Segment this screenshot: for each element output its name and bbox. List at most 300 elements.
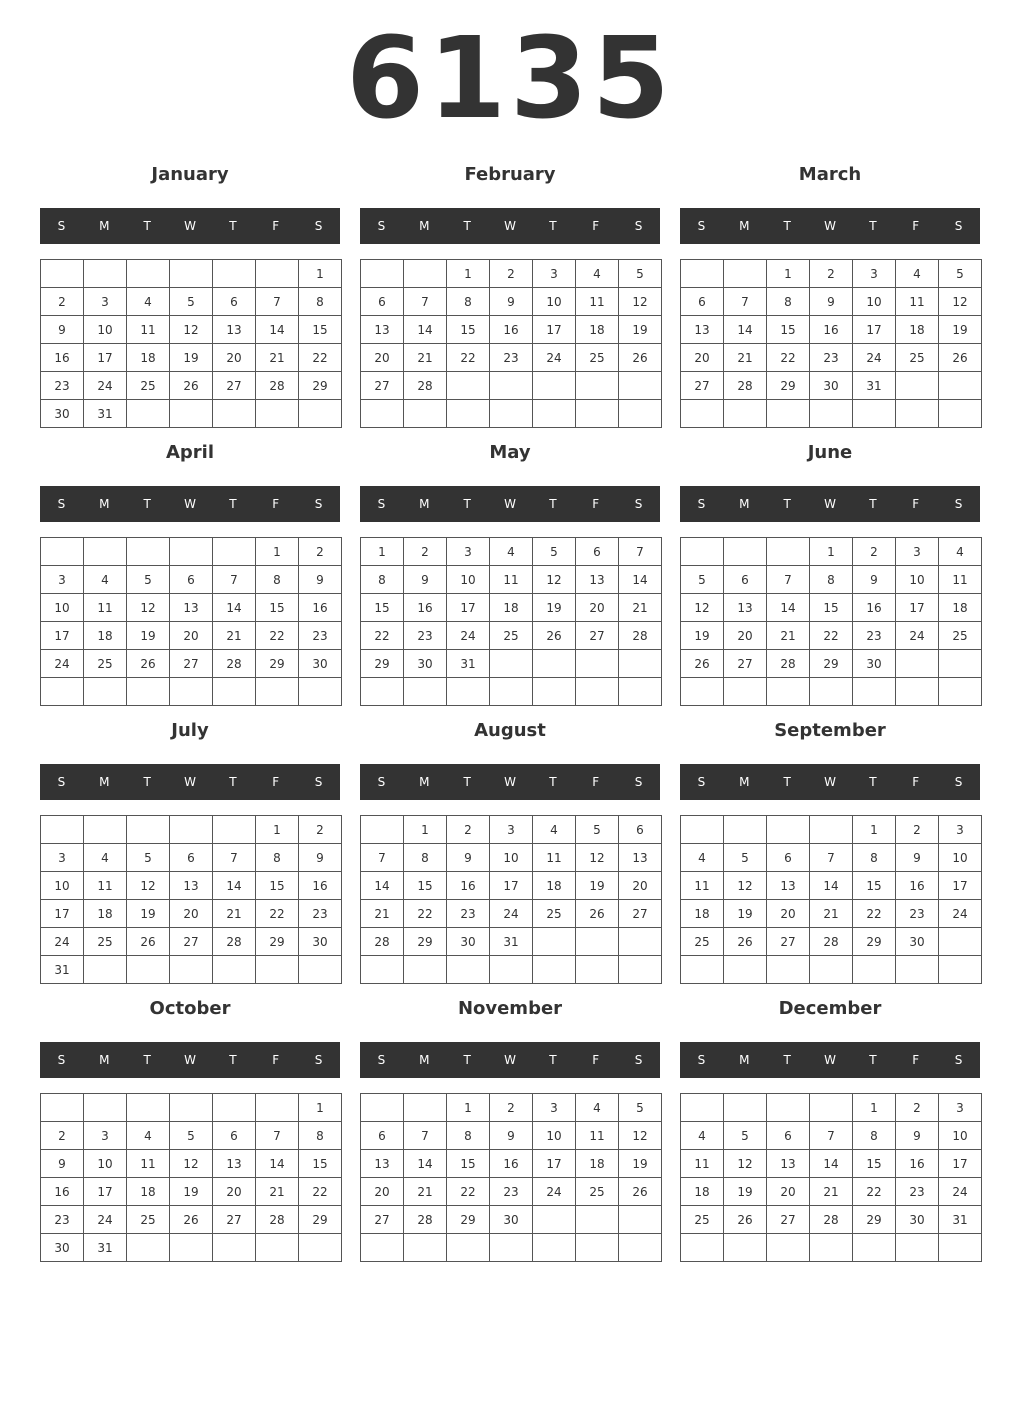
day-cell — [681, 1234, 724, 1262]
day-cell — [939, 956, 982, 984]
day-cell: 12 — [533, 566, 576, 594]
day-cell — [404, 1234, 447, 1262]
weekday-label: T — [229, 497, 237, 511]
day-cell: 7 — [619, 538, 662, 566]
day-cell — [170, 1234, 213, 1262]
day-cell: 10 — [533, 1122, 576, 1150]
day-cell — [299, 1234, 342, 1262]
week-row — [681, 400, 982, 428]
day-cell: 4 — [576, 1094, 619, 1122]
day-cell: 8 — [256, 844, 299, 872]
day-cell — [853, 956, 896, 984]
day-cell: 3 — [490, 816, 533, 844]
day-cell: 25 — [681, 928, 724, 956]
day-cell: 13 — [170, 594, 213, 622]
weekday-label: W — [824, 1053, 836, 1067]
weekday-header — [680, 1042, 980, 1078]
day-cell — [576, 372, 619, 400]
day-grid — [680, 815, 982, 984]
weekday-label: T — [229, 775, 237, 789]
weekday-label: T — [143, 775, 151, 789]
week-row — [681, 1206, 982, 1234]
day-cell: 28 — [213, 650, 256, 678]
day-cell: 16 — [896, 1150, 939, 1178]
day-cell — [404, 1094, 447, 1122]
week-row — [41, 844, 342, 872]
day-cell — [896, 1234, 939, 1262]
day-cell — [681, 1094, 724, 1122]
day-cell: 20 — [361, 344, 404, 372]
day-cell — [490, 678, 533, 706]
day-cell: 21 — [256, 344, 299, 372]
week-row — [681, 1122, 982, 1150]
day-cell — [170, 538, 213, 566]
day-cell: 3 — [939, 816, 982, 844]
weekday-label: W — [504, 497, 516, 511]
day-cell — [256, 1234, 299, 1262]
weekday-label: S — [634, 775, 643, 789]
month-name: September — [774, 720, 886, 741]
day-cell: 25 — [127, 1206, 170, 1234]
day-cell: 5 — [170, 1122, 213, 1150]
day-grid — [40, 815, 342, 984]
day-cell: 6 — [681, 288, 724, 316]
day-cell: 11 — [84, 594, 127, 622]
day-cell: 19 — [619, 1150, 662, 1178]
day-cell: 27 — [681, 372, 724, 400]
weekday-label: M — [99, 1053, 110, 1067]
month-name: December — [778, 998, 882, 1019]
weekday-label: T — [783, 497, 791, 511]
weekday-label: M — [99, 497, 110, 511]
day-cell — [810, 816, 853, 844]
day-cell: 20 — [213, 1178, 256, 1206]
day-cell: 19 — [127, 622, 170, 650]
weekday-label: T — [783, 219, 791, 233]
day-cell: 13 — [361, 1150, 404, 1178]
day-cell: 17 — [84, 344, 127, 372]
day-cell — [576, 650, 619, 678]
day-cell: 21 — [810, 900, 853, 928]
weekday-label: T — [549, 1053, 557, 1067]
day-cell — [810, 1094, 853, 1122]
week-row — [681, 1178, 982, 1206]
day-cell — [361, 1094, 404, 1122]
day-cell: 21 — [361, 900, 404, 928]
day-cell: 22 — [853, 900, 896, 928]
day-cell: 26 — [681, 650, 724, 678]
day-cell: 2 — [810, 260, 853, 288]
day-cell: 23 — [490, 1178, 533, 1206]
weekday-label: T — [549, 497, 557, 511]
weekday-label: W — [184, 1053, 196, 1067]
day-cell — [619, 678, 662, 706]
day-cell: 6 — [170, 566, 213, 594]
day-cell: 2 — [299, 538, 342, 566]
day-cell — [619, 956, 662, 984]
day-cell: 6 — [576, 538, 619, 566]
month-name: March — [798, 164, 862, 185]
week-row — [41, 872, 342, 900]
weekday-label: T — [143, 219, 151, 233]
day-cell: 10 — [41, 594, 84, 622]
week-row — [681, 1234, 982, 1262]
day-cell: 27 — [170, 650, 213, 678]
week-row — [681, 1150, 982, 1178]
day-cell: 16 — [490, 1150, 533, 1178]
weekday-header — [360, 764, 660, 800]
month-name: May — [489, 442, 531, 463]
weekday-label: M — [419, 775, 430, 789]
weekday-label: F — [272, 219, 280, 233]
day-cell: 2 — [41, 288, 84, 316]
day-cell: 28 — [256, 372, 299, 400]
day-cell: 20 — [361, 1178, 404, 1206]
day-cell — [767, 400, 810, 428]
day-cell: 6 — [619, 816, 662, 844]
day-cell: 18 — [939, 594, 982, 622]
day-cell: 30 — [896, 928, 939, 956]
day-cell: 18 — [576, 1150, 619, 1178]
weekday-label: S — [697, 1053, 706, 1067]
day-cell — [447, 956, 490, 984]
day-cell: 23 — [447, 900, 490, 928]
day-cell: 25 — [533, 900, 576, 928]
day-cell — [896, 650, 939, 678]
weekday-label: S — [954, 219, 963, 233]
day-cell: 12 — [576, 844, 619, 872]
day-cell: 4 — [939, 538, 982, 566]
day-cell: 18 — [681, 900, 724, 928]
day-cell: 3 — [41, 844, 84, 872]
day-cell: 9 — [41, 316, 84, 344]
week-row — [361, 566, 662, 594]
week-row — [361, 900, 662, 928]
day-cell: 20 — [767, 1178, 810, 1206]
day-cell — [533, 678, 576, 706]
day-cell: 24 — [490, 900, 533, 928]
weekday-label: W — [504, 775, 516, 789]
week-row — [361, 538, 662, 566]
day-cell: 16 — [299, 594, 342, 622]
day-cell: 10 — [853, 288, 896, 316]
day-cell: 13 — [619, 844, 662, 872]
day-cell: 16 — [447, 872, 490, 900]
day-cell: 20 — [170, 622, 213, 650]
weekday-label: S — [377, 1053, 386, 1067]
day-cell — [681, 260, 724, 288]
day-cell: 27 — [361, 1206, 404, 1234]
weekday-label: F — [912, 219, 920, 233]
day-cell: 16 — [404, 594, 447, 622]
month-name: October — [149, 998, 231, 1019]
week-row — [681, 566, 982, 594]
weekday-label: T — [463, 219, 471, 233]
day-cell — [127, 1234, 170, 1262]
week-row — [681, 622, 982, 650]
day-cell: 11 — [576, 1122, 619, 1150]
day-cell: 21 — [810, 1178, 853, 1206]
week-row — [361, 622, 662, 650]
day-cell: 15 — [256, 872, 299, 900]
day-cell — [681, 400, 724, 428]
day-cell: 11 — [533, 844, 576, 872]
day-cell — [127, 956, 170, 984]
day-cell: 25 — [84, 928, 127, 956]
day-cell — [447, 372, 490, 400]
week-row — [41, 316, 342, 344]
day-cell: 19 — [533, 594, 576, 622]
day-cell: 22 — [767, 344, 810, 372]
day-cell — [576, 1234, 619, 1262]
day-cell: 9 — [810, 288, 853, 316]
day-cell — [490, 372, 533, 400]
day-cell — [84, 816, 127, 844]
day-cell: 23 — [490, 344, 533, 372]
day-cell: 13 — [681, 316, 724, 344]
day-cell: 30 — [853, 650, 896, 678]
day-cell — [490, 650, 533, 678]
day-cell — [213, 956, 256, 984]
day-cell — [681, 816, 724, 844]
day-cell — [724, 538, 767, 566]
day-cell — [256, 678, 299, 706]
day-cell: 22 — [853, 1178, 896, 1206]
day-cell: 15 — [299, 316, 342, 344]
day-cell: 5 — [619, 1094, 662, 1122]
day-cell: 9 — [853, 566, 896, 594]
day-cell: 5 — [939, 260, 982, 288]
day-cell — [127, 678, 170, 706]
weekday-header — [40, 208, 340, 244]
day-cell: 21 — [213, 622, 256, 650]
day-cell: 31 — [939, 1206, 982, 1234]
day-grid — [360, 537, 662, 706]
day-cell — [576, 1206, 619, 1234]
day-cell: 7 — [810, 1122, 853, 1150]
day-cell: 10 — [939, 844, 982, 872]
day-cell: 17 — [896, 594, 939, 622]
day-cell — [810, 956, 853, 984]
weekday-label: T — [869, 775, 877, 789]
week-row — [681, 288, 982, 316]
weekday-label: S — [57, 219, 66, 233]
day-cell: 27 — [213, 1206, 256, 1234]
weekday-label: S — [57, 1053, 66, 1067]
day-cell: 8 — [361, 566, 404, 594]
day-cell: 15 — [853, 1150, 896, 1178]
day-cell: 13 — [767, 1150, 810, 1178]
day-cell: 22 — [447, 344, 490, 372]
day-cell: 16 — [41, 1178, 84, 1206]
day-cell: 24 — [939, 1178, 982, 1206]
day-cell — [256, 400, 299, 428]
weekday-header — [680, 486, 980, 522]
day-cell: 14 — [361, 872, 404, 900]
day-cell: 19 — [939, 316, 982, 344]
day-cell: 25 — [939, 622, 982, 650]
day-cell — [361, 956, 404, 984]
day-cell: 25 — [84, 650, 127, 678]
day-cell: 21 — [404, 1178, 447, 1206]
day-cell: 6 — [361, 1122, 404, 1150]
day-cell: 4 — [576, 260, 619, 288]
week-row — [681, 650, 982, 678]
day-cell: 24 — [896, 622, 939, 650]
day-cell — [681, 538, 724, 566]
day-cell: 13 — [170, 872, 213, 900]
weekday-header — [680, 208, 980, 244]
week-row — [361, 1206, 662, 1234]
month-name: April — [165, 442, 215, 463]
day-cell: 12 — [127, 872, 170, 900]
day-cell: 30 — [41, 400, 84, 428]
day-cell: 24 — [41, 650, 84, 678]
day-cell: 8 — [299, 1122, 342, 1150]
day-cell: 26 — [127, 928, 170, 956]
weekday-label: F — [592, 775, 600, 789]
week-row — [41, 1234, 342, 1262]
day-cell: 7 — [361, 844, 404, 872]
day-cell: 10 — [896, 566, 939, 594]
day-cell: 29 — [853, 928, 896, 956]
day-cell: 3 — [533, 260, 576, 288]
day-cell: 17 — [853, 316, 896, 344]
day-cell: 18 — [127, 344, 170, 372]
day-cell — [361, 678, 404, 706]
weekday-header — [360, 486, 660, 522]
day-cell — [447, 400, 490, 428]
weekday-label: M — [419, 497, 430, 511]
day-cell: 9 — [490, 288, 533, 316]
weekday-label: W — [824, 775, 836, 789]
weekday-label: F — [592, 497, 600, 511]
day-cell: 14 — [213, 872, 256, 900]
day-cell — [724, 1234, 767, 1262]
day-cell — [896, 678, 939, 706]
day-cell — [41, 538, 84, 566]
day-cell: 29 — [810, 650, 853, 678]
day-cell: 15 — [256, 594, 299, 622]
weekday-label: W — [824, 497, 836, 511]
day-cell: 22 — [256, 900, 299, 928]
day-cell: 31 — [447, 650, 490, 678]
day-cell: 8 — [404, 844, 447, 872]
day-cell — [533, 928, 576, 956]
day-cell: 3 — [896, 538, 939, 566]
day-cell: 5 — [127, 566, 170, 594]
day-cell: 10 — [84, 1150, 127, 1178]
weekday-label: W — [184, 497, 196, 511]
day-cell — [213, 1234, 256, 1262]
week-row — [681, 594, 982, 622]
weekday-label: W — [184, 219, 196, 233]
day-cell — [170, 816, 213, 844]
day-cell: 11 — [896, 288, 939, 316]
weekday-label: M — [99, 219, 110, 233]
day-cell — [576, 400, 619, 428]
day-cell — [41, 678, 84, 706]
day-cell: 23 — [896, 1178, 939, 1206]
day-cell — [490, 1234, 533, 1262]
day-cell: 7 — [767, 566, 810, 594]
weekday-label: S — [377, 497, 386, 511]
week-row — [41, 928, 342, 956]
weekday-label: T — [463, 775, 471, 789]
day-cell: 14 — [404, 1150, 447, 1178]
day-cell — [533, 956, 576, 984]
day-cell — [213, 678, 256, 706]
weekday-label: T — [549, 219, 557, 233]
week-row — [681, 1094, 982, 1122]
day-cell — [576, 956, 619, 984]
day-cell: 25 — [127, 372, 170, 400]
day-cell: 7 — [213, 566, 256, 594]
day-cell: 28 — [767, 650, 810, 678]
day-cell: 17 — [84, 1178, 127, 1206]
week-row — [41, 900, 342, 928]
day-cell — [619, 372, 662, 400]
day-cell: 1 — [853, 1094, 896, 1122]
day-cell — [84, 1094, 127, 1122]
day-cell: 14 — [256, 1150, 299, 1178]
day-cell: 27 — [576, 622, 619, 650]
month-name: November — [457, 998, 563, 1019]
day-cell: 9 — [404, 566, 447, 594]
day-cell: 21 — [213, 900, 256, 928]
day-cell — [853, 400, 896, 428]
day-cell — [619, 928, 662, 956]
weekday-label: S — [57, 775, 66, 789]
day-cell: 22 — [447, 1178, 490, 1206]
day-cell: 8 — [256, 566, 299, 594]
day-cell: 2 — [896, 1094, 939, 1122]
day-cell: 12 — [170, 1150, 213, 1178]
weekday-label: F — [592, 219, 600, 233]
weekday-label: T — [229, 219, 237, 233]
day-cell — [896, 400, 939, 428]
day-cell: 4 — [84, 844, 127, 872]
week-row — [681, 260, 982, 288]
day-cell: 17 — [939, 1150, 982, 1178]
week-row — [361, 1094, 662, 1122]
year-title: 6135 — [346, 14, 674, 144]
day-cell: 16 — [896, 872, 939, 900]
weekday-label: T — [229, 1053, 237, 1067]
week-row — [361, 1178, 662, 1206]
day-cell: 26 — [170, 372, 213, 400]
day-cell — [84, 538, 127, 566]
day-cell — [170, 956, 213, 984]
day-cell: 9 — [299, 844, 342, 872]
weekday-header — [40, 764, 340, 800]
day-cell: 9 — [299, 566, 342, 594]
week-row — [41, 1094, 342, 1122]
day-cell: 28 — [361, 928, 404, 956]
week-row — [361, 678, 662, 706]
week-row — [681, 372, 982, 400]
day-cell: 18 — [896, 316, 939, 344]
day-cell: 28 — [810, 928, 853, 956]
day-cell: 4 — [896, 260, 939, 288]
day-cell: 2 — [41, 1122, 84, 1150]
day-cell: 24 — [41, 928, 84, 956]
day-cell: 22 — [299, 344, 342, 372]
weekday-label: S — [634, 219, 643, 233]
day-cell: 31 — [84, 400, 127, 428]
day-cell — [619, 1234, 662, 1262]
week-row — [361, 288, 662, 316]
